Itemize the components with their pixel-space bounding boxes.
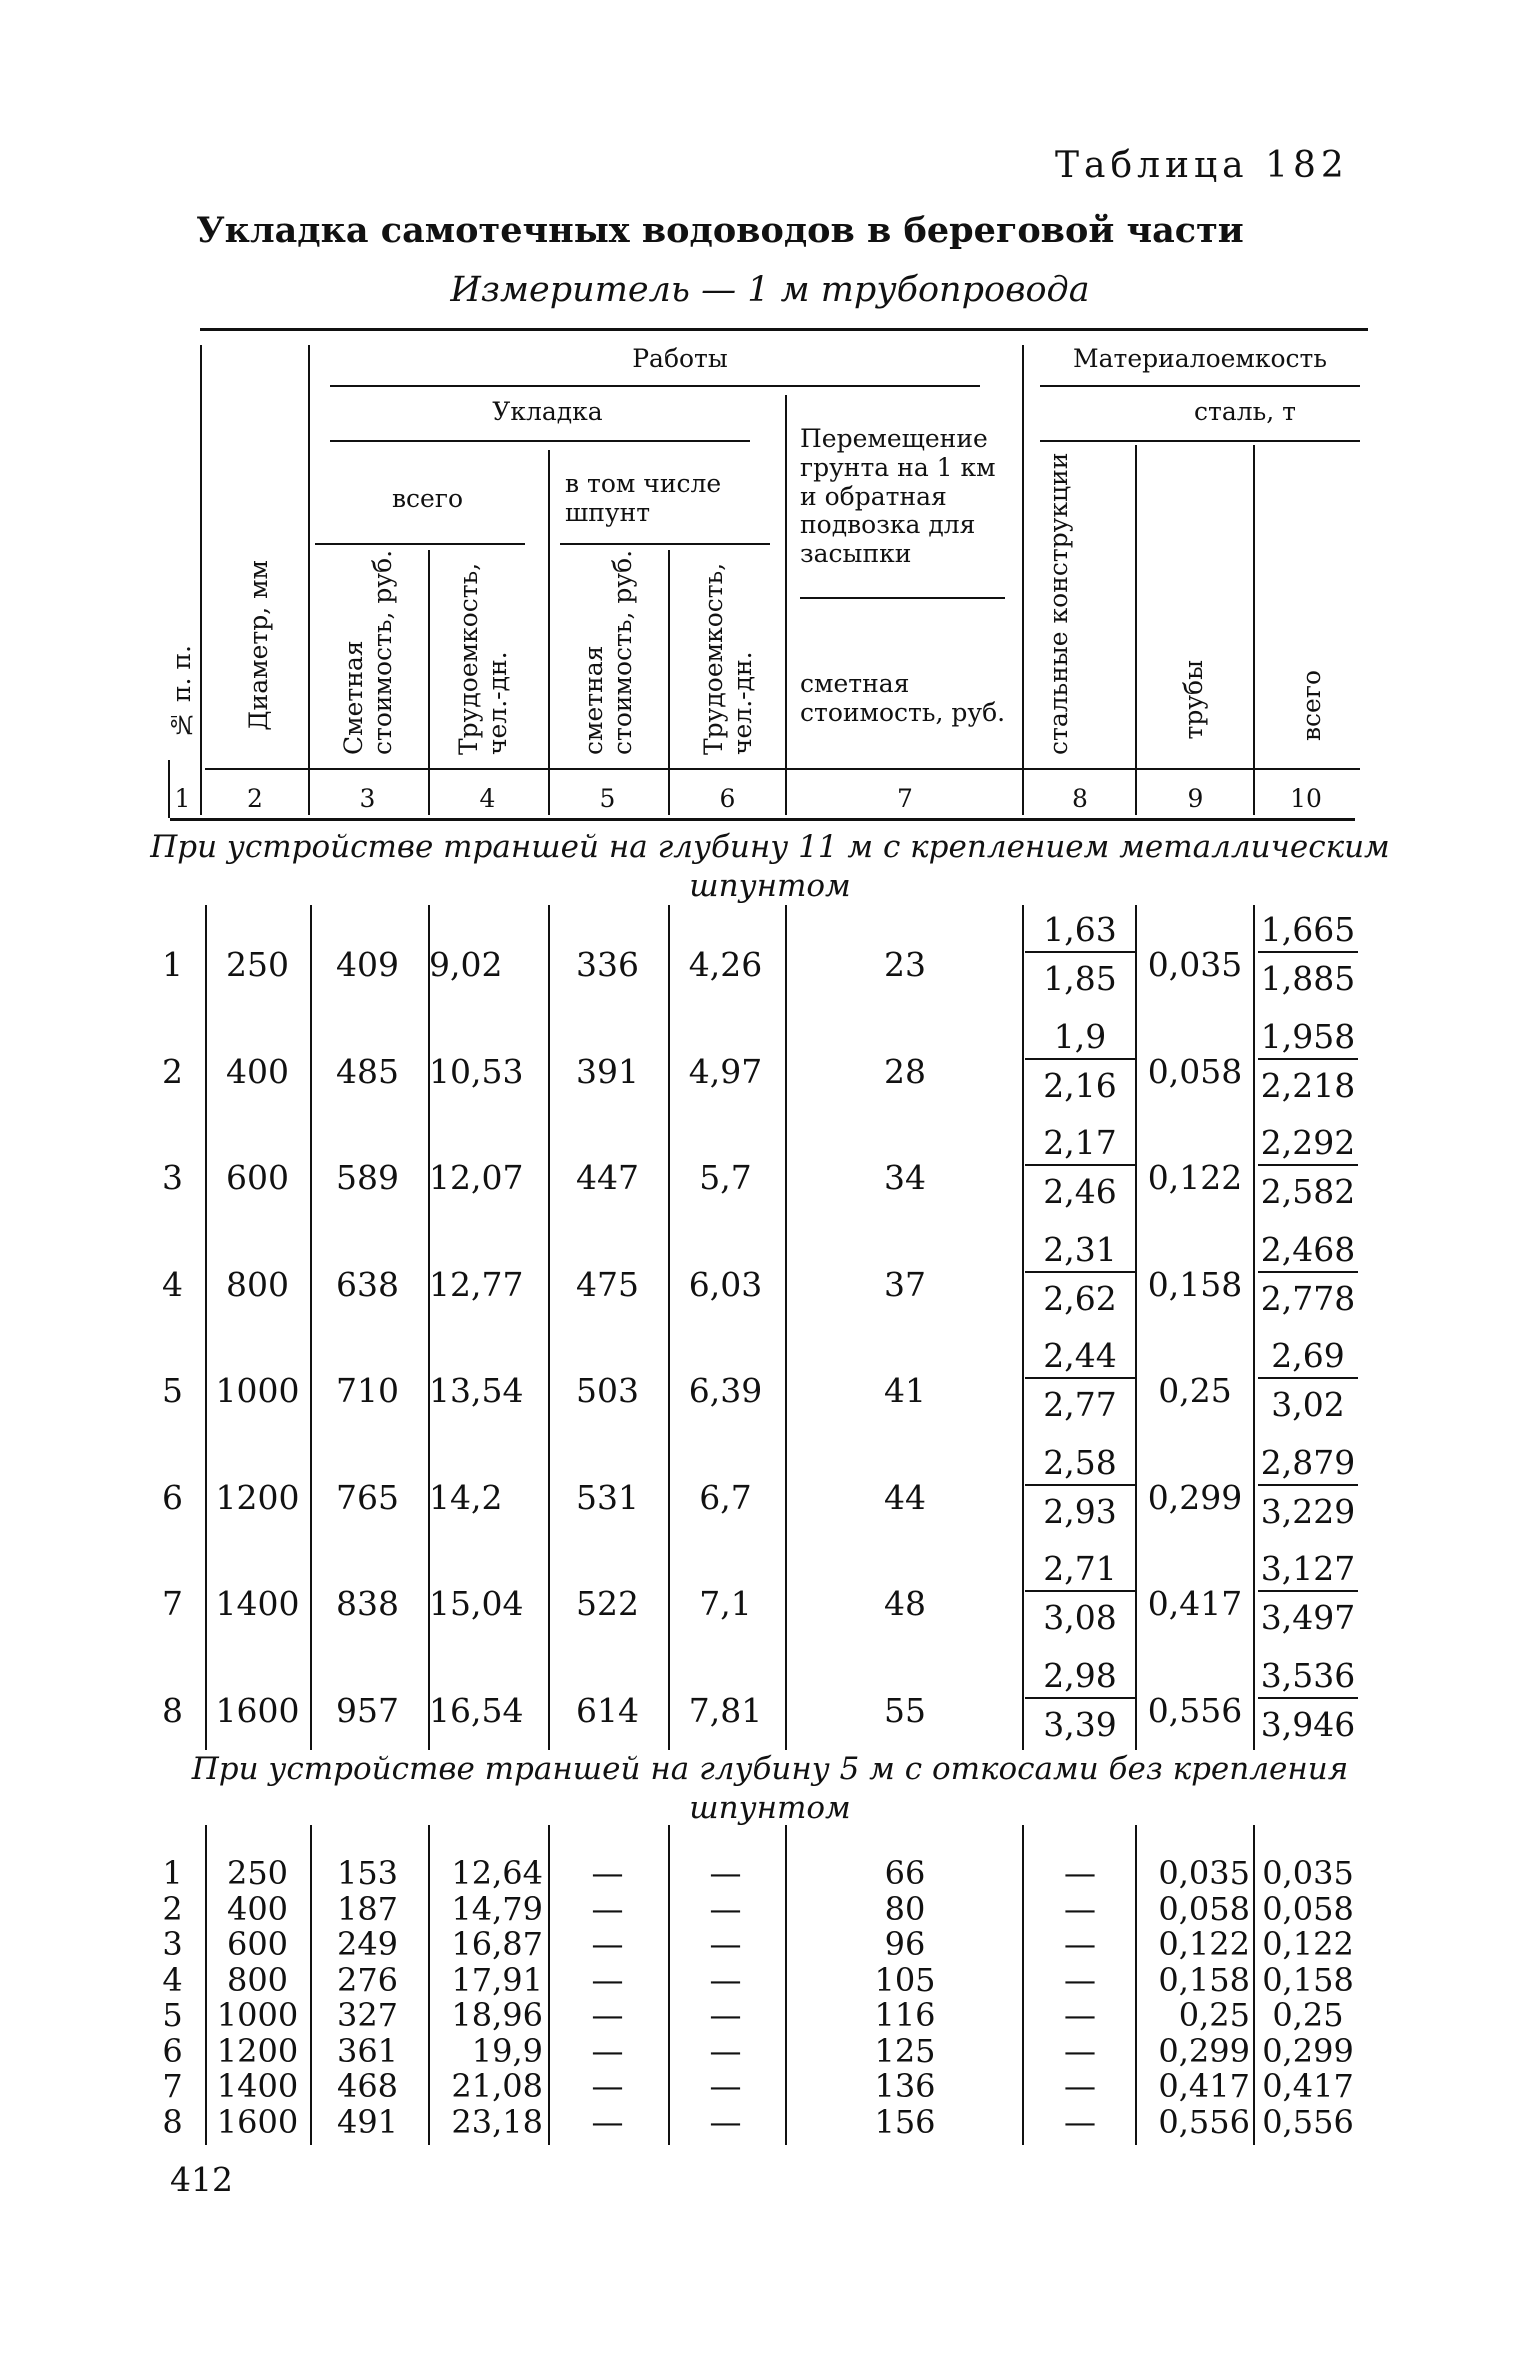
header-col-cost2: сметная стоимость, руб. [579,549,637,755]
fraction-denominator: 1,85 [1043,959,1117,998]
table-cell-n: 1 [162,1854,183,1892]
table-cell-p: 0,299 [1158,2031,1250,2070]
fraction-denominator: 2,77 [1043,1385,1117,1424]
table-cell-fraction [1025,1230,1135,1318]
table-cell-d: 1000 [215,1371,300,1410]
table-cell-c1: 485 [336,1051,399,1091]
page-subtitle: Измеритель — 1 м трубопровода [450,270,1090,310]
fraction-numerator: 2,17 [1025,1123,1135,1166]
table-cell-fraction [1025,1656,1135,1744]
table-cell-l1: 18,96 [451,1996,543,2034]
table-cell-c3: 44 [884,1477,926,1517]
table-cell-c3: 80 [884,1889,926,1928]
header-divider [1022,345,1024,815]
column-rule [1135,1825,1137,2145]
table-cell-n: 7 [162,2067,183,2105]
column-rule [1022,905,1024,1750]
header-bottom-rule [170,818,1355,821]
fraction-denominator: 3,946 [1260,1704,1356,1744]
table-cell-fraction [1025,910,1135,998]
col-num: 4 [479,784,496,813]
table-cell-fraction [1258,1443,1358,1531]
column-rule [668,1825,670,2145]
table-cell-l1: 14,2 [429,1477,503,1517]
table-cell-fraction [1258,1549,1358,1637]
table-cell-s: — [1064,1854,1096,1892]
header-rule [330,385,980,387]
table-cell-l2: — [709,1925,742,1963]
table-cell-c1: 249 [336,1925,399,1963]
col-num: 2 [247,784,263,813]
table-cell-n: 5 [162,1996,183,2034]
header-divider [200,345,202,815]
table-cell-p: 0,035 [1147,945,1243,984]
col-num: 9 [1187,784,1204,813]
table-cell-c3: 37 [884,1264,926,1304]
column-rule [428,1825,430,2145]
table-cell-c2: 614 [576,1690,639,1730]
header-top-rule [200,328,1368,331]
table-cell-d: 600 [226,1158,289,1197]
table-cell-l2: — [709,2102,742,2141]
table-cell-t: 0,122 [1262,1925,1354,1963]
table-cell-c2: — [591,1960,624,1999]
header-soil-move: Перемещение грунта на 1 км и обратная подвозка для засыпки [800,424,996,568]
header-total-group: всего [391,484,464,513]
fraction-numerator: 1,63 [1025,910,1135,953]
table-cell-l2: — [709,1854,742,1892]
table-cell-fraction [1258,1123,1358,1211]
table-cell-d: 1200 [216,2031,299,2070]
table-cell-c1: 327 [336,1996,399,2034]
table-cell-s: — [1064,1960,1096,1999]
table-cell-t: 0,417 [1262,2067,1354,2105]
column-rule [548,905,550,1750]
table-cell-c2: — [591,2102,624,2141]
table-cell-c3: 116 [874,1996,936,2034]
table-cell-fraction [1025,1017,1135,1105]
fraction-denominator: 2,778 [1260,1278,1356,1318]
table-cell-c2: — [591,1925,624,1963]
table-cell-d: 1600 [215,1690,300,1730]
header-col-cost1: Сметная стоимость, руб. [339,549,397,755]
table-cell-l2: 6,03 [688,1264,763,1304]
table-cell-fraction [1258,1656,1358,1744]
column-rule [1253,905,1255,1750]
header-divider [668,550,670,815]
fraction-denominator: 2,218 [1260,1065,1356,1105]
page-number: 412 [170,2160,233,2199]
table-cell-c3: 105 [874,1960,936,1999]
fraction-denominator: 2,582 [1260,1172,1356,1211]
table-cell-p: 0,158 [1158,1960,1250,1999]
table-cell-c2: 336 [576,945,639,984]
table-cell-s: — [1064,2102,1096,2141]
fraction-denominator: 3,229 [1260,1491,1356,1531]
table-cell-s: — [1064,1925,1096,1963]
table-cell-fraction [1025,1443,1135,1531]
table-cell-l2: — [709,1889,742,1928]
column-rule [668,905,670,1750]
table-cell-p: 0,158 [1147,1264,1243,1304]
table-cell-c1: 361 [336,2031,399,2070]
column-rule [1022,1825,1024,2145]
fraction-numerator: 2,31 [1025,1230,1135,1273]
col-num: 10 [1290,784,1322,813]
table-cell-fraction [1025,1336,1135,1424]
table-cell-s: — [1064,2031,1096,2070]
header-steel: сталь, т [1194,397,1296,426]
table-cell-l1: 10,53 [429,1051,524,1091]
table-cell-l2: 6,39 [688,1371,763,1410]
table-cell-c1: 838 [336,1584,399,1623]
table-cell-p: 0,25 [1178,1996,1250,2034]
table-cell-d: 1000 [216,1996,299,2034]
table-cell-n: 6 [162,1477,183,1517]
table-cell-d: 800 [226,1960,289,1999]
header-divider [548,450,550,815]
fraction-numerator: 2,292 [1258,1123,1358,1166]
table-cell-p: 0,556 [1147,1690,1243,1730]
table-cell-l1: 17,91 [451,1960,543,1999]
table-cell-p: 0,299 [1147,1477,1243,1517]
header-laying: Укладка [492,397,603,426]
fraction-numerator: 1,9 [1025,1017,1135,1060]
fraction-denominator: 3,08 [1043,1598,1117,1637]
table-cell-l2: — [709,1996,742,2034]
table-cell-l2: 4,26 [688,945,763,984]
table-cell-c2: — [591,2067,624,2105]
header-rule [800,597,1005,599]
table-cell-c3: 136 [874,2067,936,2105]
table-cell-c3: 34 [884,1158,926,1197]
header-divider [1253,445,1255,815]
table-cell-p: 0,122 [1158,1925,1250,1963]
table-cell-c3: 23 [884,945,926,984]
table-cell-c2: — [591,1889,624,1928]
header-works: Работы [632,344,728,373]
fraction-numerator: 2,69 [1258,1336,1358,1379]
table-cell-d: 600 [226,1925,289,1963]
col-num: 3 [359,784,376,813]
table-cell-c2: 531 [576,1477,639,1517]
col-num: 1 [174,784,191,813]
table-cell-c2: 447 [576,1158,639,1197]
table-cell-n: 5 [162,1371,183,1410]
fraction-numerator: 2,58 [1025,1443,1135,1486]
table-cell-fraction [1258,1230,1358,1318]
section-heading: При устройстве траншей на глубину 11 м с креплением металлическим шпунтом [150,829,1390,904]
table-cell-t: 0,158 [1262,1960,1354,1999]
header-rule [205,768,1360,770]
table-cell-l2: — [709,2067,742,2105]
table-cell-d: 250 [226,1854,289,1892]
table-cell-d: 1400 [216,2067,299,2105]
column-rule [1135,905,1137,1750]
table-cell-n: 3 [162,1158,183,1197]
table-cell-c1: 638 [336,1264,399,1304]
table-cell-n: 2 [162,1889,183,1928]
fraction-denominator: 3,497 [1260,1598,1356,1637]
table-cell-t: 0,556 [1262,2102,1354,2141]
table-cell-d: 250 [226,945,289,984]
table-cell-l1: 16,54 [429,1690,524,1730]
header-rule [1040,385,1360,387]
table-cell-d: 1400 [215,1584,300,1623]
column-rule [1253,1825,1255,2145]
table-cell-fraction [1025,1549,1135,1637]
table-cell-l1: 23,18 [451,2102,543,2141]
table-cell-n: 4 [162,1960,183,1999]
table-cell-d: 1200 [215,1477,300,1517]
table-cell-c3: 28 [884,1051,926,1091]
table-cell-n: 7 [162,1584,183,1623]
fraction-denominator: 2,93 [1043,1491,1117,1531]
table-cell-fraction [1258,1017,1358,1105]
table-cell-p: 0,058 [1147,1051,1243,1091]
col-num: 5 [599,784,616,813]
header-col-steel-struct: стальные конструкции [1044,452,1073,755]
column-rule [205,905,207,1750]
table-cell-c1: 765 [336,1477,399,1517]
fraction-numerator: 2,44 [1025,1336,1135,1379]
header-col-cost3: сметная стоимость, руб. [800,669,1006,727]
column-rule [310,905,312,1750]
fraction-denominator: 2,62 [1043,1278,1117,1318]
header-col-pipes: трубы [1179,660,1208,740]
table-cell-l2: 6,7 [699,1477,752,1517]
fraction-denominator: 1,885 [1260,959,1356,998]
column-rule [548,1825,550,2145]
table-label: Таблица 182 [1055,145,1349,186]
table-cell-c1: 957 [336,1690,399,1730]
fraction-denominator: 3,02 [1271,1385,1345,1424]
table-cell-p: 0,417 [1147,1584,1243,1623]
fraction-numerator: 2,71 [1025,1549,1135,1592]
header-materials: Материалоемкость [1073,344,1327,373]
fraction-numerator: 2,879 [1258,1443,1358,1486]
table-cell-l1: 13,54 [429,1371,524,1410]
table-cell-c1: 276 [336,1960,399,1999]
fraction-numerator: 3,127 [1258,1549,1358,1592]
table-cell-p: 0,035 [1158,1854,1250,1892]
header-col-labor1: Трудоемкость, чел.-дн. [454,562,512,755]
table-cell-t: 0,035 [1262,1854,1354,1892]
table-cell-c1: 187 [336,1889,399,1928]
table-cell-c3: 96 [884,1925,926,1963]
table-cell-n: 2 [162,1051,183,1091]
header-incl-sheet: в том числе шпунт [565,469,722,527]
col-num: 7 [897,784,913,813]
table-cell-c2: — [591,1996,624,2034]
table-cell-p: 0,556 [1158,2102,1250,2141]
section-heading: При устройстве траншей на глубину 5 м с откосами без крепления шпунтом [191,1751,1349,1826]
table-cell-p: 0,058 [1158,1889,1250,1928]
table-cell-c3: 41 [884,1371,926,1410]
table-cell-c1: 491 [336,2102,399,2141]
table-cell-c2: 391 [576,1051,639,1091]
table-cell-c3: 55 [884,1690,926,1730]
table-cell-n: 8 [162,2102,183,2141]
table-cell-l2: — [709,2031,742,2070]
table-cell-d: 800 [226,1264,289,1304]
col-num: 6 [719,784,736,813]
table-cell-c3: 66 [884,1854,926,1892]
column-rule [785,1825,787,2145]
table-cell-l1: 19,9 [471,2031,543,2070]
table-cell-fraction [1258,910,1358,998]
table-cell-t: 0,058 [1262,1889,1354,1928]
table-cell-c1: 153 [336,1854,399,1892]
table-cell-l1: 21,08 [451,2067,543,2105]
header-divider [1135,445,1137,815]
fraction-numerator: 2,468 [1258,1230,1358,1273]
table-cell-d: 1600 [216,2102,299,2141]
table-cell-c2: — [591,1854,624,1892]
table-cell-l1: 15,04 [429,1584,524,1623]
table-cell-l2: 7,81 [688,1690,763,1730]
table-cell-c2: 522 [576,1584,639,1623]
table-cell-l1: 16,87 [451,1925,543,1963]
table-cell-l1: 14,79 [451,1889,543,1928]
table-cell-c1: 468 [336,2067,399,2105]
table-cell-c1: 589 [336,1158,399,1197]
header-col-total: всего [1297,670,1326,742]
table-cell-s: — [1064,2067,1096,2105]
header-rule [330,440,750,442]
column-rule [310,1825,312,2145]
table-cell-c3: 156 [874,2102,936,2141]
table-cell-p: 0,25 [1158,1371,1232,1410]
table-cell-t: 0,25 [1272,1996,1344,2034]
table-cell-s: — [1064,1889,1096,1928]
header-col-no: № п. п. [167,645,196,740]
table-cell-l2: 7,1 [699,1584,752,1623]
table-cell-l1: 12,64 [451,1854,543,1892]
fraction-denominator: 2,46 [1043,1172,1117,1211]
header-col-diam: Диаметр, мм [244,560,273,731]
table-cell-c1: 710 [336,1371,399,1410]
fraction-numerator: 1,958 [1258,1017,1358,1060]
table-cell-c2: — [591,2031,624,2070]
table-cell-l1: 12,07 [429,1158,524,1197]
table-cell-l2: — [709,1960,742,1999]
fraction-numerator: 1,665 [1258,910,1358,953]
fraction-denominator: 3,39 [1043,1704,1117,1744]
column-rule [428,905,430,1750]
table-cell-c3: 48 [884,1584,926,1623]
header-divider [785,395,787,815]
column-rule [785,905,787,1750]
header-col-labor2: Трудоемкость, чел.-дн. [699,562,757,755]
table-cell-d: 400 [226,1889,289,1928]
column-rule [205,1825,207,2145]
table-cell-p: 0,122 [1147,1158,1243,1197]
fraction-numerator: 3,536 [1258,1656,1358,1699]
table-cell-n: 3 [162,1925,183,1963]
table-cell-fraction [1025,1123,1135,1211]
table-cell-n: 8 [162,1690,183,1730]
fraction-numerator: 2,98 [1025,1656,1135,1699]
header-divider [428,550,430,815]
header-rule [1040,440,1360,442]
table-cell-l2: 5,7 [699,1158,752,1197]
table-cell-n: 6 [162,2031,183,2070]
table-cell-n: 4 [162,1264,183,1304]
table-cell-c3: 125 [874,2031,936,2070]
table-cell-l2: 4,97 [688,1051,763,1091]
table-cell-c2: 475 [576,1264,639,1304]
table-cell-fraction [1258,1336,1358,1424]
page-title: Укладка самотечных водоводов в береговой части [196,210,1244,251]
fraction-denominator: 2,16 [1043,1065,1117,1105]
table-cell-c2: 503 [576,1371,639,1410]
col-num: 8 [1072,784,1088,813]
table-cell-p: 0,417 [1158,2067,1250,2105]
table-cell-c1: 409 [336,945,399,984]
table-cell-l1: 9,02 [429,945,503,984]
table-cell-d: 400 [226,1051,289,1091]
table-cell-l1: 12,77 [429,1264,524,1304]
table-cell-n: 1 [162,945,183,984]
table-cell-s: — [1064,1996,1096,2034]
table-cell-t: 0,299 [1262,2031,1354,2070]
